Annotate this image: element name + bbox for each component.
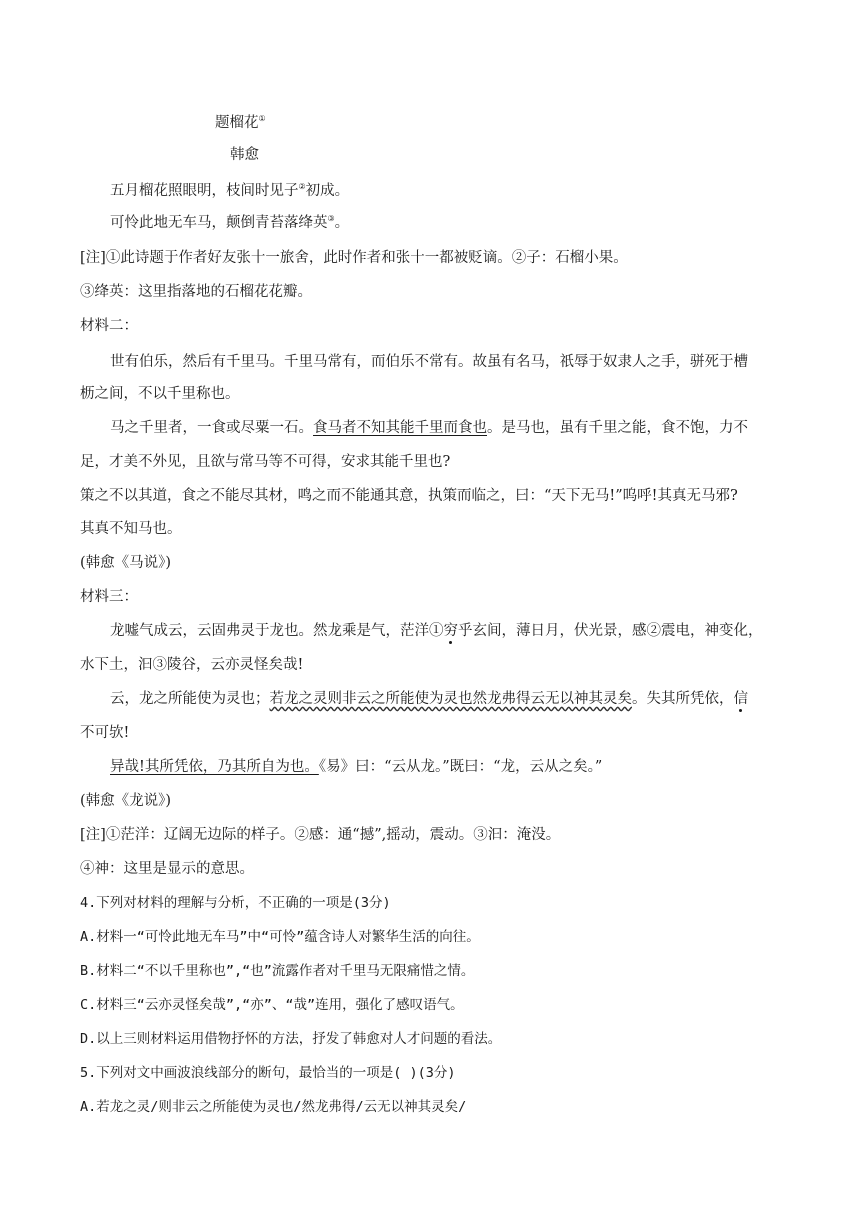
poem-line-1-note-mark: ② <box>298 182 306 192</box>
poem-line-2 <box>110 212 349 234</box>
material-3-note-1: [注]①茫洋：辽阔无边际的样子。②感：通“撼”,摇动，震动。③汩：淹没。 <box>80 827 561 843</box>
material-3-para-2-line-2: 不可欤! <box>80 725 130 741</box>
question-4-option-c: C.材料三“云亦灵怪矣哉”,“亦”、“哉”连用，强化了感叹语气。 <box>80 997 464 1013</box>
underlined-sentence: 异哉!其所凭依，乃其所自为也。 <box>110 759 319 775</box>
material-2-para-1-line-2: 枥之间，不以千里称也。 <box>80 386 240 402</box>
question-4-option-a: A.材料一“可怜此地无车马”中“可怜”蕴含诗人对繁华生活的向往。 <box>80 929 480 945</box>
wavy-underlined-sentence: 若龙之灵则非云之所能使为灵也然龙弗得云无以神其灵矣 <box>269 691 632 707</box>
material-2-para-2-line-2: 足，才美不外见，且欲与常马等不可得，安求其能千里也? <box>80 454 451 470</box>
material-3-note-2: ④神：这里是显示的意思。 <box>80 861 254 877</box>
question-4-option-b: B.材料二“不以千里称也”,“也”流露作者对千里马无限痛惜之情。 <box>80 963 475 979</box>
poem-line-2-part-a: 可怜此地无车马，颠倒青苔落绛英 <box>110 215 328 231</box>
poem-note-1: [注]①此诗题于作者好友张十一旅舍，此时作者和张十一都被贬谪。②子：石榴小果。 <box>80 250 628 266</box>
material-3-para-3-text: 《易》曰：“云从龙。”既曰：“龙，云从之矣。” <box>318 759 603 775</box>
material-3-para-1-text-b: 乎玄间，薄日月，伏光景，感②震电，神变化， <box>458 623 763 639</box>
material-3-source: (韩愈《龙说》) <box>80 793 172 809</box>
material-3-para-2-line-1 <box>110 688 748 710</box>
material-3-heading: 材料三： <box>80 589 138 605</box>
poem-author: 韩愈 <box>230 147 259 163</box>
material-3-para-1-line-2: 水下土，汩③陵谷，云亦灵怪矣哉! <box>80 657 304 673</box>
material-3-para-1-line-1 <box>110 620 763 642</box>
material-2-para-3-line-1: 策之不以其道，食之不能尽其材，鸣之而不能通其意，执策而临之，曰：“天下无马!”呜呼!其真无马邪? <box>80 488 738 504</box>
poem-title-text: 题榴花 <box>215 115 259 131</box>
material-2-para-2-text-b: 。是马也，虽有千里之能，食不饱，力不 <box>487 420 748 436</box>
poem-line-1 <box>110 180 349 202</box>
poem-line-2-part-b: 。 <box>334 215 350 231</box>
poem-line-1-part-a: 五月榴花照眼明，枝间时见子 <box>110 183 299 199</box>
material-2-para-3-line-2: 其真不知马也。 <box>80 521 182 537</box>
question-5-option-a: A.若龙之灵/则非云之所能使为灵也/然龙弗得/云无以神其灵矣/ <box>80 1099 467 1115</box>
material-2-para-2-line-1 <box>110 417 748 439</box>
material-3-para-1-text-a: 龙嘘气成云，云固弗灵于龙也。然龙乘是气，茫洋① <box>110 623 444 639</box>
dotted-character: 信 <box>733 691 748 707</box>
poem-note-2: ③绛英：这里指落地的石榴花花瓣。 <box>80 284 312 300</box>
material-2-para-1-line-1: 世有伯乐，然后有千里马。千里马常有，而伯乐不常有。故虽有名马，祇辱于奴隶人之手，骈死于槽 <box>110 354 748 370</box>
poem-line-1-part-b: 初成。 <box>305 183 350 199</box>
underlined-sentence: 食马者不知其能千里而食也 <box>313 420 487 436</box>
question-4-option-d: D.以上三则材料运用借物抒怀的方法，抒发了韩愈对人才问题的看法。 <box>80 1031 502 1047</box>
material-2-para-2-text-a: 马之千里者，一食或尽粟一石。 <box>110 420 313 436</box>
dotted-character: 穷 <box>443 623 458 639</box>
material-3-para-2-text-b: 。失其所凭依， <box>632 691 734 707</box>
question-5: 5.下列对文中画波浪线部分的断句，最恰当的一项是( )(3分) <box>80 1065 456 1081</box>
material-2-heading: 材料二： <box>80 318 138 334</box>
question-4: 4.下列对材料的理解与分析，不正确的一项是(3分) <box>80 895 391 911</box>
poem-line-2-note-mark: ③ <box>327 214 335 224</box>
poem-title <box>215 112 266 134</box>
material-3-para-3 <box>110 756 602 778</box>
material-3-para-2-text-a: 云，龙之所能使为灵也； <box>110 691 270 707</box>
poem-title-note-mark: ① <box>258 114 266 124</box>
material-2-source: (韩愈《马说》) <box>80 555 172 571</box>
